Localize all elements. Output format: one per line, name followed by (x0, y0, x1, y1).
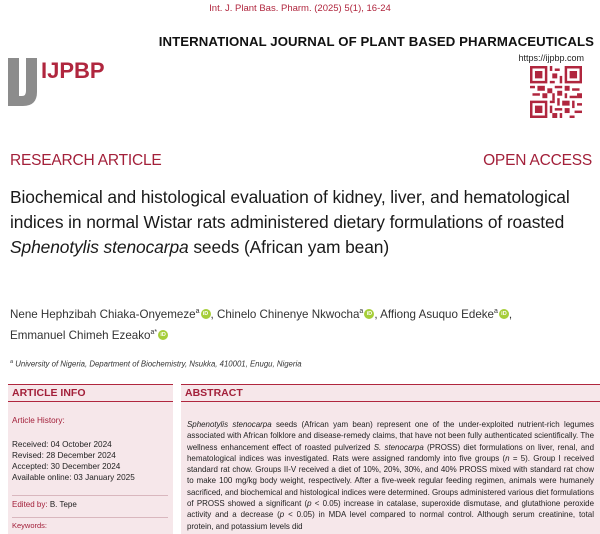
journal-name: INTERNATIONAL JOURNAL OF PLANT BASED PHARMACEUTICALS (158, 34, 594, 49)
journal-url[interactable]: https://ijpbp.com (518, 53, 584, 63)
edited-by-label: Edited by: (12, 500, 48, 509)
open-access-label: OPEN ACCESS (483, 152, 592, 169)
qr-code-icon[interactable] (530, 66, 582, 118)
abstract-panel (181, 384, 600, 534)
journal-citation: Int. J. Plant Bas. Pharm. (2025) 5(1), 16-24 (209, 3, 391, 14)
author-3[interactable]: Affiong Asuquo Edeke$^a$ iD (380, 308, 509, 321)
journal-logo (8, 56, 143, 108)
author-4[interactable]: Emmanuel Chimeh Ezeako$^{a*}$ iD (10, 329, 168, 342)
orcid-icon[interactable]: iD (499, 309, 509, 319)
logo-pbp-text: IJPBP (41, 58, 105, 83)
article-history-label: Article History: (12, 416, 65, 425)
accepted-date: Accepted: 30 December 2024 (12, 462, 121, 471)
article-title: Biochemical and histological evaluation of kidney, liver, and hematological indices in normal Wistar rats administered dietary formulations of roasted Sphenotylis stenocarpa seeds (African yam bean) (10, 187, 570, 257)
editor-name: B. Tepe (49, 500, 77, 509)
author-2[interactable]: Chinelo Chinenye Nkwocha$^a$ iD (217, 308, 374, 321)
orcid-icon[interactable]: iD (201, 309, 211, 319)
author-1[interactable]: Nene Hephzibah Chiaka-Onyemeze$^a$ iD (10, 308, 211, 321)
received-date: Received: 04 October 2024 (12, 440, 112, 449)
article-dates (12, 439, 173, 483)
orcid-icon[interactable]: iD (364, 309, 374, 319)
orcid-icon[interactable]: iD (158, 330, 168, 340)
article-info-panel (8, 384, 173, 534)
online-date: Available online: 03 January 2025 (12, 473, 135, 482)
edited-by (12, 495, 168, 509)
article-type-label: RESEARCH ARTICLE (10, 152, 162, 169)
abstract-text: Sphenotylis stenocarpa seeds (African yam bean) represent one of the under-exploited nutrient-rich legumes associated with African folklore and disease-remedy claims, that have not been fully authenticated scientifically. The wellness enhancement effect of roasted pulverized S. stenocarpa (PROSS) diet formulations on liver, renal, and hematological indices was investigated. Rats were assigned randomly into five groups (n = 5). Group I received standard rat chow. Groups II-V received a diet of 10%, 20%, 30%, and 40% PROSS mixed with standard rat chow to make 100 mg/kg body weight, respectively. After a five-week regular feeding regimen, animals were humanely sacrificed, and biochemical and histological indices were determined. Groups administered various diet formulations of PROSS showed a significant (p < 0.05) increase in catalase, superoxide dismutase, and glutathione peroxide activity and a decrease (p < 0.05) in MDA level compared to normal control. Although serum creatinine, total protein, and potassium levels did (187, 420, 594, 531)
keywords-label: Keywords: (12, 517, 168, 530)
article-type-row (10, 152, 592, 170)
affiliation: $^a$ University of Nigeria, Department of Biochemistry, Nsukka, 410001, Enugu, Nigeria (10, 359, 302, 369)
article-info-heading: ARTICLE INFO (8, 385, 173, 402)
abstract-heading: ABSTRACT (181, 385, 600, 402)
author-list: Nene Hephzibah Chiaka-Onyemeze$^a$ iD , Chinelo Chinenye Nkwocha$^a$ iD , Affiong Asuquo Edeke$^a$ iD , Emmanuel Chimeh Ezeako$^{a*}$ iD (10, 307, 513, 342)
revised-date: Revised: 28 December 2024 (12, 451, 116, 460)
